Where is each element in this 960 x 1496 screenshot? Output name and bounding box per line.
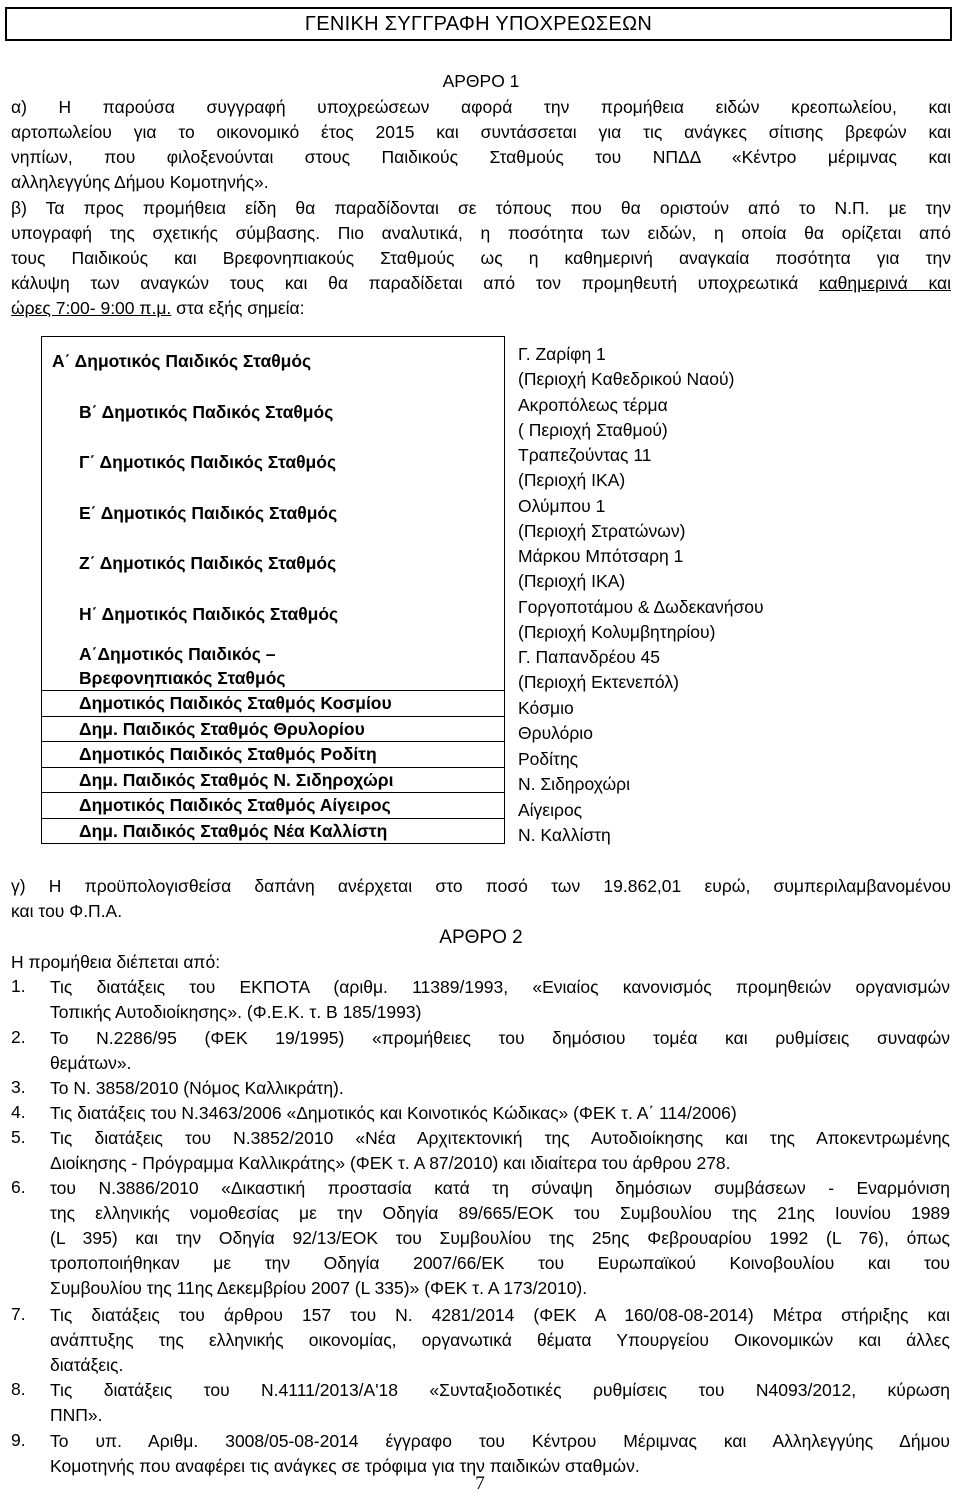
address-street: Γ. Παπανδρέου 45 bbox=[518, 647, 661, 667]
list-item-text: Τις διατάξεις του ΕΚΠΟΤΑ (αριθμ. 11389/1993, «Ενιαίος κανονισμός προμηθειών οργανισμών bbox=[50, 977, 950, 997]
list-item-text: Τις διατάξεις του Ν.3852/2010 «Νέα Αρχιτεκτονική της Αυτοδιοίκησης και της Αποκεντρωμένης bbox=[50, 1128, 950, 1148]
station-row: Δημ. Παιδικός Σταθμός Ν. Σιδηροχώρι bbox=[42, 767, 504, 793]
list-item-text: Τις διατάξεις του άρθρου 157 του Ν. 4281/2014 (ΦΕΚ Α 160/08-08-2014) Μέτρα στήριξης και bbox=[50, 1305, 950, 1325]
station-row: Δημ. Παιδικός Σταθμός Θρυλορίου bbox=[42, 716, 504, 742]
address-area: (Περιοχή Κολυμβητηρίου) bbox=[518, 621, 716, 642]
address-area: (Περιοχή ΙΚΑ) bbox=[518, 571, 626, 591]
list-item-text: Το Ν. 3858/2010 (Νόμος Καλλικράτη). bbox=[50, 1078, 344, 1098]
article-2-intro: Η προμήθεια διέπεται από: bbox=[11, 952, 221, 972]
article-1-line: υπογραφή της σχετικής σύμβασης. Πιο αναλυτικά, η ποσότητα των ειδών, η οποία θα ορίζεται από bbox=[11, 223, 951, 243]
list-item-text: Συμβουλίου της 11ης Δεκεμβρίου 2007 (L 335)» (ΦΕΚ τ. Α 173/2010). bbox=[50, 1278, 588, 1298]
address-street: Γ. Ζαρίφη 1 bbox=[518, 344, 606, 364]
list-number: 8. bbox=[11, 1379, 26, 1399]
list-item-text: ανάπτυξης της ελληνικής οικονομίας, οργανωτικά θέματα Υπουργείου Οικονομικών και άλλες bbox=[50, 1330, 950, 1350]
list-item-text: του Ν.3886/2010 «Δικαστική προστασία κατά τη σύναψη δημόσιων συμβάσεων - Εναρμόνιση bbox=[50, 1178, 950, 1198]
stations-table bbox=[41, 336, 505, 844]
address-entry bbox=[518, 645, 938, 696]
underlined-text: ώρες 7:00- 9:00 π.μ. bbox=[11, 298, 172, 318]
article-1-line bbox=[11, 272, 951, 295]
list-item-text: Τις διατάξεις του Ν.4111/2013/Α'18 «Συνταξιοδοτικές ρυθμίσεις του Ν4093/2012, κύρωση bbox=[50, 1380, 950, 1400]
address-entry: Αίγειρος bbox=[518, 799, 583, 820]
list-item-text: Κομοτηνής που αναφέρει τις ανάγκες σε τρόφιμα για την παιδικών σταθμών. bbox=[50, 1456, 640, 1476]
list-number: 1. bbox=[11, 976, 26, 996]
list-number: 2. bbox=[11, 1027, 26, 1047]
list-number: 4. bbox=[11, 1102, 26, 1122]
address-entry: Ν. Καλλίστη bbox=[518, 825, 611, 845]
station-row bbox=[42, 640, 504, 690]
address-area: (Περιοχή ΙΚΑ) bbox=[518, 470, 626, 490]
station-row bbox=[42, 438, 504, 489]
document-title: ΓΕΝΙΚΗ ΣΥΓΓΡΑΦΗ ΥΠΟΧΡΕΩΣΕΩΝ bbox=[5, 7, 952, 41]
station-row bbox=[42, 590, 504, 641]
address-entry bbox=[518, 595, 938, 646]
article-1-line: αρτοπωλείου για το οικονομικό έτος 2015 και συντάσσεται για τις ανάγκες σίτισης βρεφών και bbox=[11, 122, 951, 142]
list-number: 7. bbox=[11, 1304, 26, 1324]
list-item-text: (L 395) και την Οδηγία 92/13/ΕΟΚ του Συμβουλίου της 25ης Φεβρουαρίου 1992 (L 76), όπως bbox=[50, 1228, 950, 1248]
article-1-line: β) Τα προς προμήθεια είδη θα παραδίδονται σε τόπους που θα οριστούν από το Ν.Π. με την bbox=[11, 198, 951, 218]
list-item-text: διατάξεις. bbox=[50, 1355, 124, 1375]
address-entry bbox=[518, 544, 938, 595]
list-item-text: Το Ν.2286/95 (ΦΕΚ 19/1995) «προμήθειες του δημόσιου τομέα και ρυθμίσεις συναφών bbox=[50, 1028, 950, 1048]
article-1-line: τους Παιδικούς και Βρεφονηπιακούς Σταθμούς ως η καθημερινή αναγκαία ποσότητα για την bbox=[11, 248, 951, 268]
article-1-line bbox=[11, 297, 951, 320]
list-item-text: Τις διατάξεις του Ν.3463/2006 «Δημοτικός και Κοινοτικός Κώδικας» (ΦΕΚ τ. Α΄ 114/2006) bbox=[50, 1103, 737, 1123]
list-number: 6. bbox=[11, 1177, 26, 1197]
station-name: Βρεφονηπιακός Σταθμός bbox=[79, 668, 286, 688]
page-number: 7 bbox=[475, 1473, 485, 1494]
address-area: (Περιοχή Στρατώνων) bbox=[518, 520, 686, 541]
station-name: Α΄ Δημοτικός Παιδικός Σταθμός bbox=[52, 351, 312, 371]
address-street: Τραπεζούντας 11 bbox=[518, 445, 652, 465]
station-name: Α΄Δημοτικός Παιδικός – bbox=[79, 644, 276, 664]
list-item-text: της ελληνικής νομοθεσίας με την Οδηγία 89/665/ΕΟΚ του Συμβουλίου της 21ης Ιουνίου 1989 bbox=[50, 1203, 950, 1223]
station-row: Δημοτικός Παιδικός Σταθμός Ροδίτη bbox=[42, 741, 504, 767]
address-street: Μάρκου Μπότσαρη 1 bbox=[518, 546, 684, 566]
list-number: 9. bbox=[11, 1430, 26, 1450]
address-entry: Ν. Σιδηροχώρι bbox=[518, 774, 630, 794]
list-item-text: θεμάτων». bbox=[50, 1053, 132, 1073]
address-entry: Ροδίτης bbox=[518, 748, 579, 769]
address-entry bbox=[518, 443, 938, 494]
address-area: ( Περιοχή Σταθμού) bbox=[518, 419, 668, 440]
address-entry bbox=[518, 494, 938, 545]
article-1-text: κάλυψη των αναγκών τους και θα παραδίδεται από τον προμηθευτή υποχρεωτικά bbox=[11, 273, 799, 293]
address-entry bbox=[518, 342, 938, 393]
address-street: Ολύμπου 1 bbox=[518, 495, 606, 516]
station-row bbox=[42, 337, 504, 388]
list-item-text: Διοίκησης - Πρόγραμμα Καλλικράτης» (ΦΕΚ τ. Α 87/2010) και ιδιαίτερα του άρθρου 278. bbox=[50, 1153, 731, 1173]
station-row: Δημοτικός Παιδικός Σταθμός Κοσμίου bbox=[42, 690, 504, 716]
station-name: Η΄ Δημοτικός Παιδικός Σταθμός bbox=[79, 603, 339, 624]
budget-line: και του Φ.Π.Α. bbox=[11, 901, 123, 921]
address-street: Ακροπόλεως τέρμα bbox=[518, 394, 668, 415]
address-area: (Περιοχή Καθεδρικού Ναού) bbox=[518, 369, 735, 389]
list-item-text: Τοπικής Αυτοδιοίκησης». (Φ.Ε.Κ. τ. Β 185/1993) bbox=[50, 1002, 422, 1022]
station-row bbox=[42, 388, 504, 439]
station-row bbox=[42, 489, 504, 540]
station-name: Ε΄ Δημοτικός Παιδικός Σταθμός bbox=[79, 502, 338, 523]
station-name: Γ΄ Δημοτικός Παιδικός Σταθμός bbox=[79, 452, 337, 472]
article-1-line: νηπίων, που φιλοξενούνται στους Παιδικούς Σταθμούς του ΝΠΔΔ «Κέντρο μέριμνας και bbox=[11, 147, 951, 167]
budget-line: γ) Η προϋπολογισθείσα δαπάνη ανέρχεται στο ποσό των 19.862,01 ευρώ, συμπεριλαμβανομένου bbox=[11, 876, 951, 896]
station-name: Ζ΄ Δημοτικός Παιδικός Σταθμός bbox=[79, 553, 337, 573]
station-row bbox=[42, 539, 504, 590]
address-entry bbox=[518, 393, 938, 444]
address-area: (Περιοχή Εκτενεπόλ) bbox=[518, 672, 679, 692]
list-item-text: τροποποιήθηκαν με την Οδηγία 2007/66/ΕΚ του Ευρωπαϊκού Κοινοβουλίου και του bbox=[50, 1253, 950, 1273]
address-street: Γοργοποτάμου & Δωδεκανήσου bbox=[518, 596, 764, 617]
station-row: Δημοτικός Παιδικός Σταθμός Αίγειρος bbox=[42, 792, 504, 818]
list-number: 5. bbox=[11, 1127, 26, 1147]
list-item-text: ΠΝΠ». bbox=[50, 1405, 103, 1425]
article-1-line: αλληλεγγύης Δήμου Κομοτηνής». bbox=[11, 172, 269, 192]
list-number: 3. bbox=[11, 1077, 26, 1097]
station-name: Β΄ Δημοτικός Παδικός Σταθμός bbox=[79, 401, 334, 422]
article-2-heading: ΑΡΘΡΟ 2 bbox=[439, 927, 523, 948]
station-row: Δημ. Παιδικός Σταθμός Νέα Καλλίστη bbox=[42, 818, 504, 844]
article-1-line: α) Η παρούσα συγγραφή υποχρεώσεων αφορά την προμήθεια ειδών κρεοπωλείου, και bbox=[11, 97, 951, 117]
address-entry: Θρυλόριο bbox=[518, 723, 593, 743]
underlined-text: καθημερινά και bbox=[819, 273, 951, 293]
address-entry: Κόσμιο bbox=[518, 697, 574, 718]
list-item-text: Το υπ. Αριθμ. 3008/05-08-2014 έγγραφο του Κέντρου Μέριμνας και Αλληλεγγύης Δήμου bbox=[50, 1431, 950, 1451]
article-1-text: στα εξής σημεία: bbox=[171, 298, 305, 318]
article-1-heading: ΑΡΘΡΟ 1 bbox=[442, 71, 520, 91]
station-addresses bbox=[518, 342, 938, 849]
